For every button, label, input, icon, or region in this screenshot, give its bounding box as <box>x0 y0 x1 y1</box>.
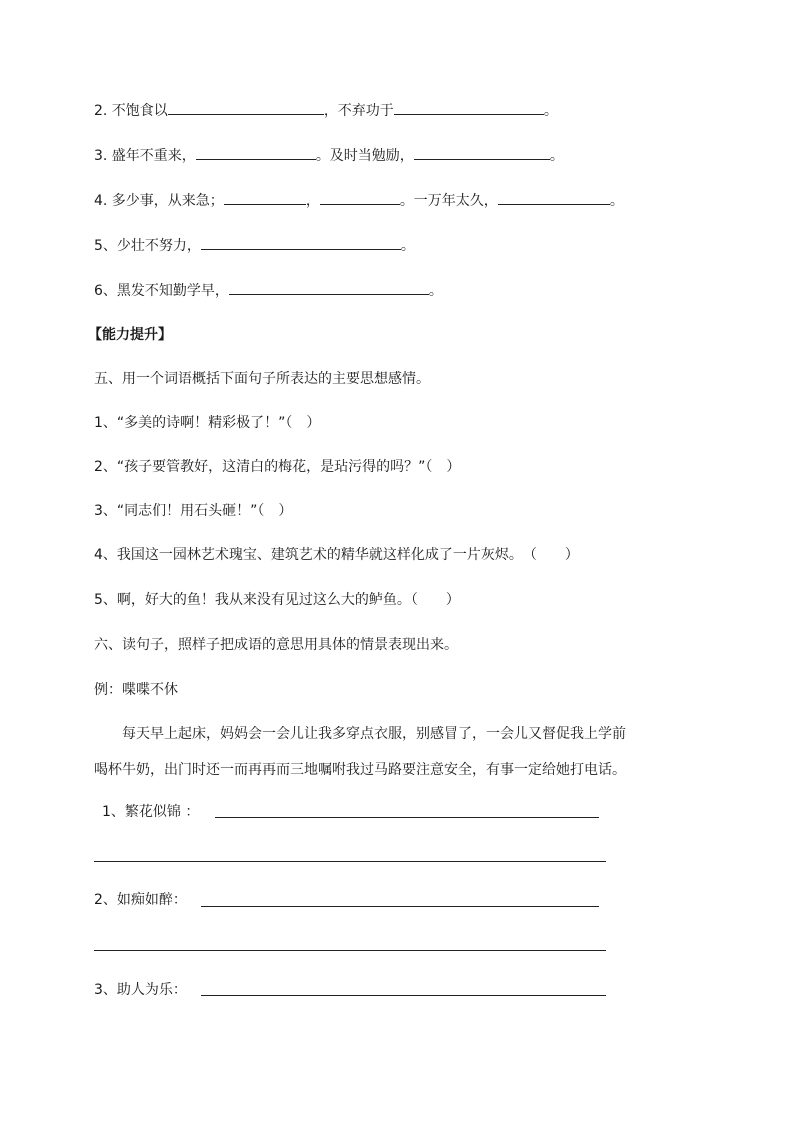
section5-item-4: 4、我国这一园林艺术瑰宝、建筑艺术的精华就这样化成了一片灰烬。 （ ） <box>94 547 579 563</box>
fill-question-4: 4. 多少事，从来急； ， 。一万年太久， 。 <box>94 190 624 211</box>
section6-question-1: 1、繁花似锦 ： <box>102 804 200 820</box>
section-heading-ability: 【能力提升】 <box>88 327 172 343</box>
answer-blank[interactable] <box>498 190 610 205</box>
section6-question-3: 3、助人为乐： <box>94 982 187 998</box>
answer-blank[interactable] <box>414 145 550 160</box>
answer-blank[interactable] <box>201 235 401 250</box>
section5-item-5: 5、啊，好大的鱼！我从来没有见过这么大的鲈鱼。（ ） <box>94 592 460 608</box>
answer-blank[interactable] <box>224 190 306 205</box>
answer-line[interactable] <box>201 906 599 907</box>
answer-blank[interactable] <box>394 100 544 115</box>
answer-line[interactable] <box>94 950 606 951</box>
fill-question-2: 2. 不饱食以 ，不弃功于 。 <box>94 100 558 121</box>
answer-line[interactable] <box>215 817 599 818</box>
answer-blank[interactable] <box>168 100 324 115</box>
section6-example-text-1: 每天早上起床，妈妈会一会儿让我多穿点衣服，别感冒了，一会儿又督促我上学前 <box>122 726 626 742</box>
section6-example-label: 例：喋喋不休 <box>94 682 178 698</box>
answer-blank[interactable] <box>320 190 400 205</box>
fill-question-5: 5、少壮不努力， 。 <box>94 235 415 256</box>
fill-question-3: 3. 盛年不重来， 。及时当勉励， 。 <box>94 145 564 166</box>
answer-line[interactable] <box>201 995 606 996</box>
fill-question-6: 6、黑发不知勤学早， 。 <box>94 280 443 301</box>
section6-question-2: 2、如痴如醉： <box>94 892 187 908</box>
answer-blank[interactable] <box>196 145 316 160</box>
section5-item-3: 3、“同志们！用石头砸！”（ ） <box>94 503 293 519</box>
section5-title: 五、用一个词语概括下面句子所表达的主要思想感情。 <box>94 371 430 387</box>
section5-item-2: 2、“孩子要管教好，这清白的梅花，是玷污得的吗？”（ ） <box>94 459 461 475</box>
answer-line[interactable] <box>94 861 606 862</box>
answer-blank[interactable] <box>229 280 429 295</box>
section6-example-text-2: 喝杯牛奶，出门时还一而再再而三地嘱咐我过马路要注意安全，有事一定给她打电话。 <box>94 762 626 778</box>
section6-title: 六、读句子，照样子把成语的意思用具体的情景表现出来。 <box>94 637 458 653</box>
section5-item-1: 1、“多美的诗啊！精彩极了！”（ ） <box>94 415 321 431</box>
